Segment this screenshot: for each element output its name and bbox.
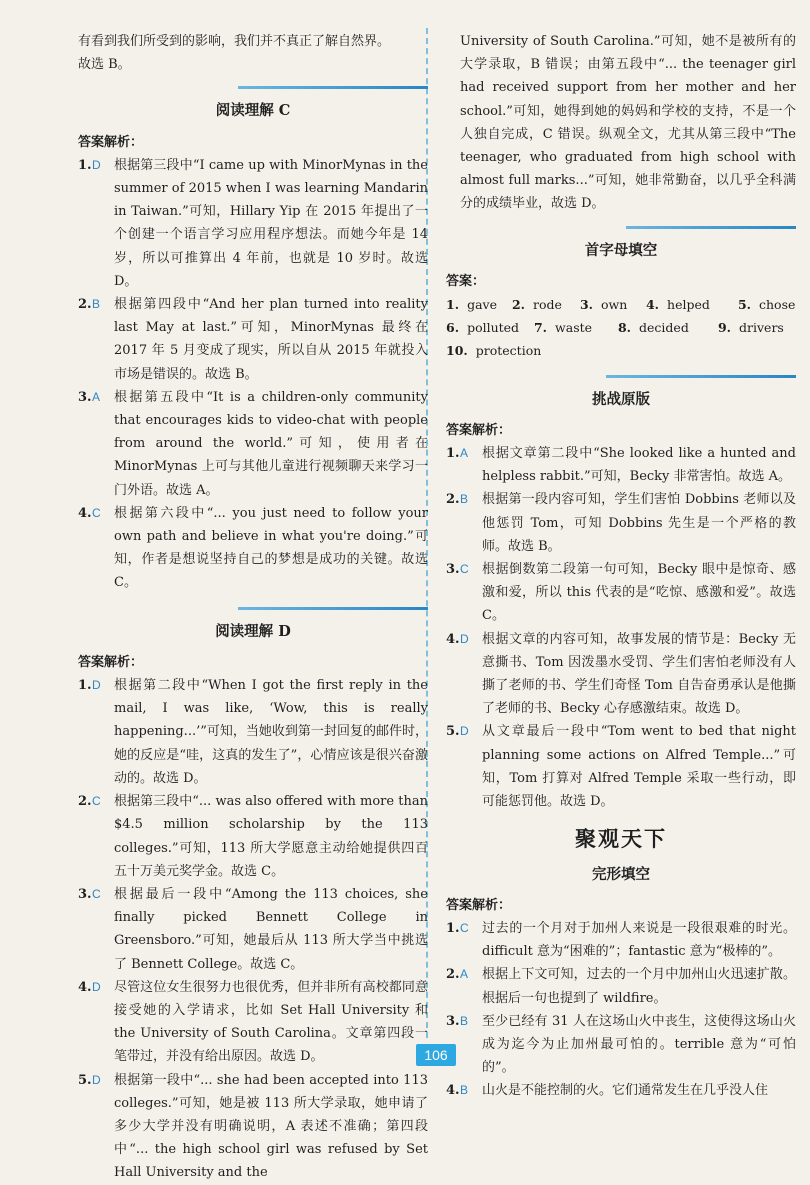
list-item [78, 154, 428, 293]
list-item [78, 293, 428, 386]
list-item [446, 917, 796, 963]
list-item [446, 963, 796, 1009]
item-number: 2. [446, 492, 460, 508]
answer-option: D [92, 1072, 101, 1087]
answer-option: C [92, 886, 101, 901]
intro-line-2: 故选 B。 [78, 57, 131, 73]
item-number: 5. [446, 724, 460, 740]
list-item [446, 720, 796, 813]
section-divider-bar [626, 226, 796, 229]
item-number: 2. [78, 794, 92, 810]
answer-option: C [460, 920, 469, 935]
item-text: 至少已经有 31 人在这场山火中丧生，这使得这场山火成为迄今为止加州最可怕的。terrible 意为“可怕的”。 [482, 1013, 796, 1076]
list-item [78, 790, 428, 883]
subsection-title-cloze: 完形填空 [592, 865, 650, 883]
item-number: 5. [78, 1072, 92, 1088]
item-text: 根据第二段中“When I got the first reply in the mail, I was like, ‘Wow, this is really happening...’”可知，当她收到第一封回复的邮件时，她的反应是“哇，这真的发生了”，心情应该是很兴奋激动的。故选 D。 [114, 678, 428, 786]
item-number: 1. [78, 157, 92, 173]
continued-text: University of South Carolina.”可知，她不是被所有的大学录取，B 错误；由第五段中“... the teenager girl had received support from her mother and her school.”可知，她得到她的妈妈和学校的支持，不是一个人独自完成，C 错误。纵观全文，尤其从第三段中“The teenager, who graduated from high school with almost full marks...”可知，她非常勤奋，以几乎全科满分的成绩毕业，故选 D。 [460, 34, 796, 212]
answer-label: 答案解析： [78, 654, 144, 670]
fill-answer: 7. waste [533, 320, 593, 336]
world-items [446, 917, 796, 1103]
answer-option: B [92, 297, 101, 312]
item-text: 根据最后一段中“Among the 113 choices, she finally picked Bennett College in Greensboro.”可知，她最后从 113 所大学当中挑选了 Bennett College。故选 C。 [114, 886, 428, 972]
item-text: 过去的一个月对于加州人来说是一段很艰难的时光。difficult 意为“困难的”；fantastic 意为“极棒的”。 [482, 920, 796, 960]
answer-label: 答案解析： [78, 134, 144, 150]
item-text: 根据第一段内容可知，学生们害怕 Dobbins 老师以及他惩罚 Tom，可知 Dobbins 先生是一个严格的教师。故选 B。 [482, 492, 796, 554]
fill-answer: 10. protection [446, 343, 542, 359]
item-text: 根据上下文可知，过去的一个月中加州山火迅速扩散。根据后一句也提到了 wildfire。 [482, 967, 796, 1006]
item-number: 3. [78, 886, 92, 902]
section-title-world: 聚观天下 [575, 826, 667, 852]
section-divider-bar [238, 607, 428, 610]
item-text: 根据第五段中“It is a children-only community that encourages kids to video-chat with people from around the world.”可知，使用者在 MinorMynas 上可与其他儿童进行视频聊天来学习一门外语。故选 A。 [114, 389, 428, 498]
answer-option: C [92, 505, 101, 520]
item-number: 1. [446, 920, 460, 936]
answer-option: B [460, 492, 469, 507]
item-text: 尽管这位女生很努力也很优秀，但并非所有高校都同意接受她的入学请求，比如 Set Hall University 和 the University of South Carolina。文章第四段一笔带过，并没有给出原因。故选 D。 [114, 979, 428, 1065]
list-item [78, 883, 428, 976]
item-number: 4. [78, 979, 92, 995]
list-item [446, 628, 796, 721]
answer-option: D [460, 724, 469, 739]
item-number: 4. [446, 1083, 460, 1099]
item-number: 4. [78, 505, 92, 521]
fill-answer: 3. own [579, 297, 628, 313]
fill-row [446, 293, 796, 316]
answer-option: C [92, 794, 101, 809]
item-number: 3. [446, 1013, 460, 1029]
reading-c-items [78, 154, 428, 595]
answer-option: A [92, 389, 101, 404]
item-text: 根据第六段中“... you just need to follow your own path and believe in what you're doing.”可知，作者是想说坚持自己的梦想是成功的关键。故选 C。 [114, 505, 428, 591]
list-item [78, 386, 428, 502]
fill-answer: 5. chose [737, 297, 796, 313]
section-title-challenge: 挑战原版 [592, 390, 650, 408]
item-text: 根据文章的内容可知，故事发展的情节是：Becky 无意撕书、Tom 因泼墨水受罚、学生们害怕老师没有人撕了老师的书、学生们奇怪 Tom 自告奋勇承认是他撕了老师的书、Becky 心存感激结束。故选 D。 [482, 631, 796, 717]
item-number: 2. [78, 297, 92, 313]
fill-answer: 6. polluted [446, 320, 520, 336]
answer-label: 答案解析： [446, 897, 512, 913]
item-number: 2. [446, 967, 460, 983]
item-text: 根据文章第二段中“She looked like a hunted and helpless rabbit.”可知，Becky 非常害怕。故选 A。 [482, 446, 796, 485]
list-item [446, 558, 796, 628]
list-item [78, 674, 428, 790]
item-number: 1. [78, 678, 92, 694]
item-text: 根据第三段中“I came up with MinorMynas in the summer of 2015 when I was learning Mandarin in Taiwan.”可知，Hillary Yip 在 2015 年提出了一个创建一个语言学习应用程序想法。而她今年是 14 岁，所以可推算出 4 年前，也就是 10 岁时。故选 D。 [114, 157, 428, 289]
section-title-initial-fill: 首字母填空 [584, 241, 658, 259]
fill-answer: 2. rode [511, 297, 562, 313]
initial-fill-answers [446, 293, 796, 363]
section-divider-bar [238, 86, 428, 89]
answer-option: B [460, 1083, 469, 1098]
challenge-items [446, 442, 796, 813]
fill-row [446, 339, 796, 362]
item-text: 从文章最后一段中“Tom went to bed that night planning some actions on Alfred Temple...”可知，Tom 打算对 Alfred Temple 采取一些行动，即可能惩罚他。故选 D。 [482, 724, 796, 810]
item-number: 1. [446, 446, 460, 462]
answer-option: D [92, 678, 101, 693]
answer-label: 答案解析： [446, 422, 512, 438]
answer-label: 答案： [446, 273, 486, 289]
fill-answer: 4. helped [645, 297, 710, 313]
page-number: 106 [416, 1044, 456, 1066]
list-item [446, 488, 796, 558]
answer-option: A [460, 967, 469, 982]
answer-option: C [460, 562, 469, 577]
list-item [78, 1069, 428, 1185]
fill-answer: 1. gave [446, 297, 497, 313]
item-text: 根据第四段中“And her plan turned into reality last May at last.”可知，MinorMynas 最终在 2017 年 5 月变成了现实，所以自从 2015 年就投入市场是错误的。故选 B。 [114, 297, 428, 382]
answer-option: D [460, 631, 469, 646]
fill-answer: 9. drivers [717, 320, 784, 336]
item-text: 根据倒数第二段第一句可知，Becky 眼中是惊奇、感激和爱，所以 this 代表的是“吃惊、感激和爱”。故选 C。 [482, 562, 796, 624]
left-column [78, 30, 428, 1185]
intro-line-1: 有看到我们所受到的影响，我们并不真正了解自然界。 [78, 34, 391, 49]
list-item [78, 502, 428, 595]
reading-d-items [78, 674, 428, 1184]
item-number: 3. [446, 562, 460, 578]
right-column [446, 30, 796, 1103]
item-text: 根据第三段中“... was also offered with more than $4.5 million scholarship by the 113 colleges.”可知，113 所大学愿意主动给她提供四百五十万美元奖学金。故选 C。 [114, 794, 428, 879]
answer-option: D [92, 157, 101, 172]
fill-row [446, 316, 796, 339]
item-text: 山火是不能控制的火。它们通常发生在几乎没人住 [482, 1083, 769, 1099]
answer-option: B [460, 1013, 469, 1028]
list-item [446, 442, 796, 488]
section-title-reading-c: 阅读理解 C [215, 102, 291, 120]
list-item [446, 1010, 796, 1080]
answer-option: D [92, 979, 101, 994]
item-number: 4. [446, 631, 460, 647]
section-divider-bar [606, 375, 796, 378]
fill-answer: 8. decided [617, 320, 689, 336]
item-text: 根据第一段中“... she had been accepted into 113 colleges.”可知，她是被 113 所大学录取，她申请了多少大学并没有明确说明，A 表述不准确；第四段中“... the high school girl was refused by Set Hall University and the [114, 1072, 428, 1181]
item-number: 3. [78, 389, 92, 405]
answer-option: A [460, 446, 469, 461]
section-title-reading-d: 阅读理解 D [215, 622, 291, 640]
list-item [78, 976, 428, 1069]
list-item [446, 1079, 796, 1102]
